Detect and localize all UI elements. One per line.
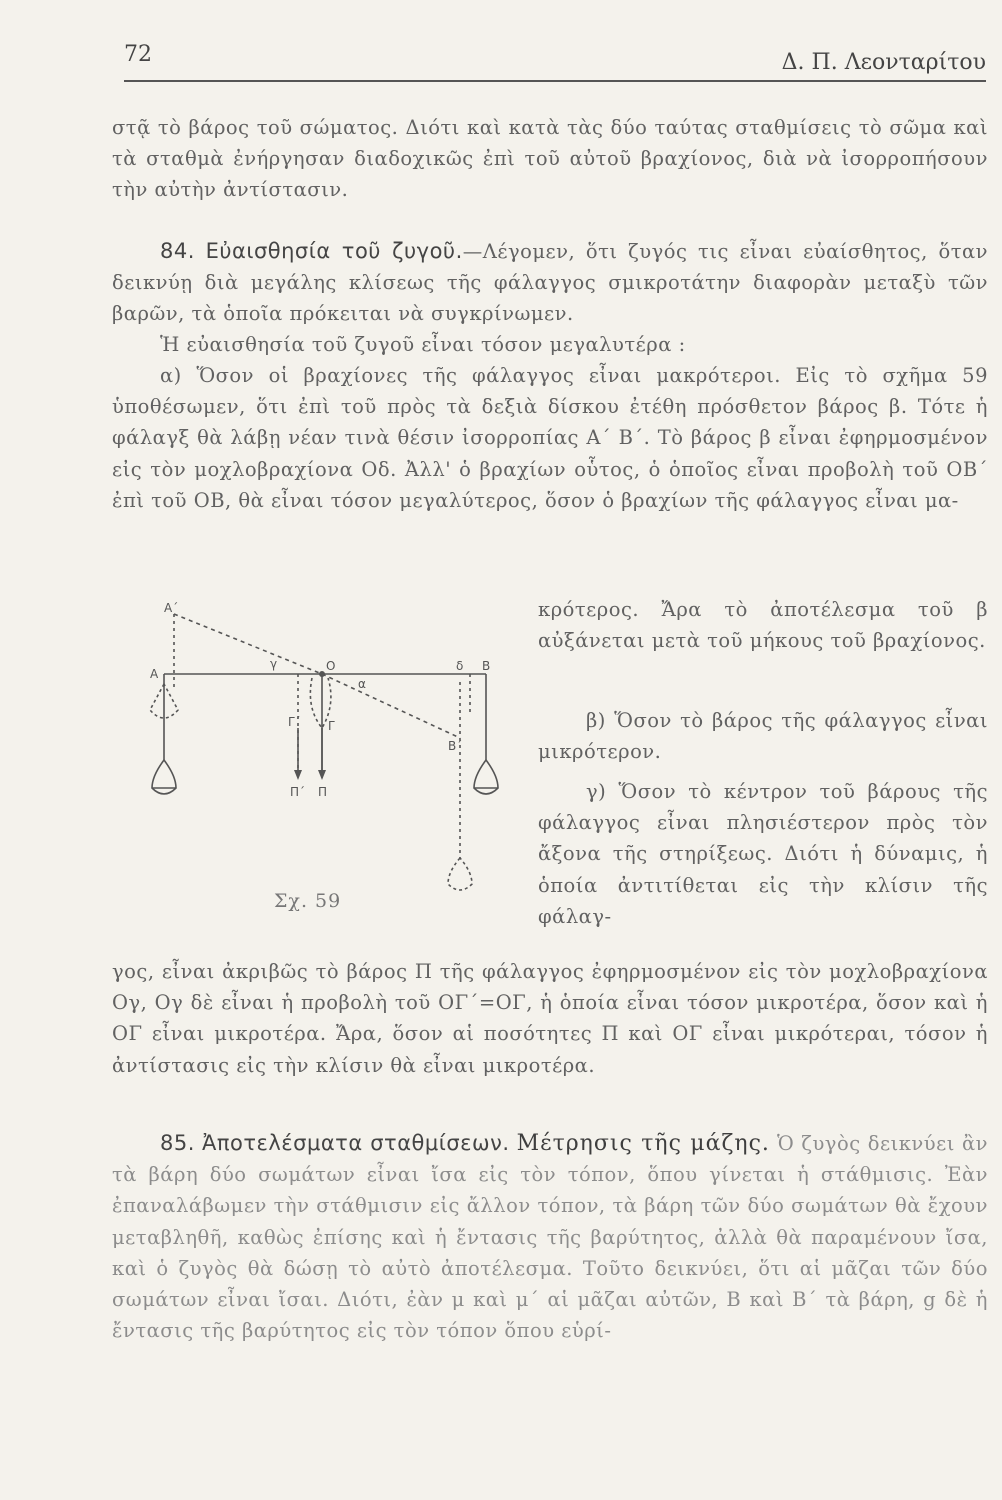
running-head: Δ. Π. Λεονταρίτου xyxy=(781,50,986,75)
section-85-number: 85. xyxy=(160,1131,195,1155)
paragraph-continuation: στᾷ τὸ βάρος τοῦ σώματος. Διότι καὶ κατὰ τὰς δύο ταύτας σταθμίσεις τὸ σῶμα καὶ τὰ σταθμὰ ἐνήργησαν διαδοχικῶς ἐπὶ τοῦ αὐτοῦ βραχίονος, διὰ νὰ ἰσορροπήσουν τὴν αὐτὴν ἀντίστασιν. xyxy=(112,116,988,202)
label-a-prime: Α΄ xyxy=(164,601,179,615)
pivot-point xyxy=(319,671,325,677)
figure-59 xyxy=(130,588,530,928)
section-85-subtitle: Μέτρησις τῆς μάζης. xyxy=(516,1131,770,1156)
left-bulb xyxy=(152,760,176,794)
beam-tilted-right xyxy=(322,674,460,738)
section-84-number: 84. xyxy=(160,239,195,263)
item-a: α) Ὅσον οἱ βραχίονες τῆς φάλαγγος εἶναι μακρότεροι. Εἰς τὸ σχῆμα 59 ὑποθέσωμεν, ὅτι ἐπὶ τοῦ πρὸς τὰ δεξιὰ δίσκου ἐτέθη πρόσθετον βάρος β. Τότε ἡ φάλαγξ θὰ λάβῃ νέαν τινὰ θέσιν ἰσορροπίας Α΄ Β΄. Τὸ βάρος β εἶναι ἐφηρμοσμένον εἰς τὸν μοχλοβραχίονα Οδ. Ἀλλ' ὁ βραχίων οὗτος, ὁ ὁποῖος εἶναι προβολὴ τοῦ ΟΒ΄ ἐπὶ τοῦ ΟΒ, θὰ εἶναι τόσον μεγαλύτερος, ὅσον ὁ βραχίων τῆς φάλαγγος εἶναι μα- xyxy=(112,364,988,512)
section-85-title: Ἀποτελέσματα σταθμίσεων. xyxy=(202,1131,510,1155)
item-c: γ) Ὅσον τὸ κέντρον τοῦ βάρους τῆς φάλαγγος εἶναι πλησιέστερον πρὸς τὸν ἄξονα τῆς στηρίξεως. Διότι ἡ δύναμις, ἡ ὁποία ἀντιτίθεται εἰς τὴν κλίσιν τῆς φάλαγ- xyxy=(538,780,988,928)
label-a: Α xyxy=(150,667,159,681)
section-85 xyxy=(112,1128,988,1346)
section-85-body: Ὁ ζυγὸς δεικνύει ἂν τὰ βάρη δύο σωμάτων εἶναι ἴσα εἰς τὸν τόπον, ὅπου γίνεται ἡ στάθμισις. Ἐὰν ἐπαναλάβωμεν τὴν στάθμισιν εἰς ἄλλον τόπον, τὰ βάρη τῶν δύο σωμάτων θὰ ἔχουν μεταβληθῆ, καθὼς ἐπίσης καὶ ἡ ἔντασις τῆς βαρύτητος, ἀλλὰ θὰ παραμένουν ἴσα, καὶ ὁ ζυγὸς θὰ δώσῃ τὸ αὐτὸ ἀποτέλεσμα. Τοῦτο δεικνύει, ὅτι αἱ μᾶζαι τῶν δύο σωμάτων εἶναι ἴσαι. Διότι, ἐὰν μ καὶ μ΄ αἱ μᾶζαι αὐτῶν, Β καὶ Β΄ τὰ βάρη, g δὲ ἡ ἔντασις τῆς βαρύτητος εἰς τὸν τόπον ὅπου εὑρί- xyxy=(112,1132,989,1343)
right-bulb-dashed xyxy=(448,858,472,890)
item-a-end: κρότερος. Ἄρα τὸ ἀποτέλεσμα τοῦ β αὐξάνεται μετὰ τοῦ μήκους τοῦ βραχίονος. xyxy=(538,598,988,653)
label-g: Γ xyxy=(328,719,335,733)
label-p-prime: Π΄ xyxy=(290,785,306,799)
label-delta: δ xyxy=(456,659,464,673)
section-84-title: Εὐαισθησία τοῦ ζυγοῦ. xyxy=(205,239,463,263)
label-gamma-small: γ xyxy=(270,657,278,671)
page-number: 72 xyxy=(124,42,152,67)
right-bulb xyxy=(474,760,498,794)
sensitivity-intro: Ἡ εὐαισθησία τοῦ ζυγοῦ εἶναι τόσον μεγαλυτέρα : xyxy=(160,333,686,356)
label-p: Π xyxy=(318,785,328,799)
item-c-continuation: γος, εἶναι ἀκριβῶς τὸ βάρος Π τῆς φάλαγγος ἐφηρμοσμένον εἰς τὸν μοχλοβραχίονα Ογ, Ογ δὲ εἶναι ἡ προβολὴ τοῦ ΟΓ΄=ΟΓ, ἡ ὁποία εἶναι τόσον μικροτέρα, ὅσον καὶ ἡ ΟΓ εἶναι μικροτέρα. Ἄρα, ὅσον αἱ ποσότητες Π καὶ ΟΓ εἶναι μικρότεραι, τόσον ἡ ἀντίστασις εἰς τὴν κλίσιν θὰ εἶναι μικροτέρα. xyxy=(112,960,988,1077)
item-b: β) Ὅσον τὸ βάρος τῆς φάλαγγος εἶναι μικρότερον. xyxy=(538,709,988,764)
label-o: Ο xyxy=(326,659,336,673)
label-alpha: α xyxy=(358,677,366,691)
page-header xyxy=(124,40,986,82)
label-b-prime: Β΄ xyxy=(448,739,463,753)
section-84-body: —Λέγομεν, ὅτι ζυγός τις εἶναι εὐαίσθητος, ὅταν δεικνύῃ διὰ μεγάλης κλίσεως τῆς φάλαγγος σμικροτάτην διαφορὰν μεταξὺ τῶν βαρῶν, τὰ ὁποῖα πρόκειται νὰ συγκρίνωμεν. xyxy=(112,240,989,326)
figure-caption: Σχ. 59 xyxy=(274,890,342,912)
label-b: Β xyxy=(482,659,491,673)
section-84 xyxy=(112,236,988,330)
balance-diagram xyxy=(130,588,530,928)
beam-tilted-left xyxy=(174,614,322,674)
label-g-prime: Γ΄ xyxy=(288,715,301,729)
